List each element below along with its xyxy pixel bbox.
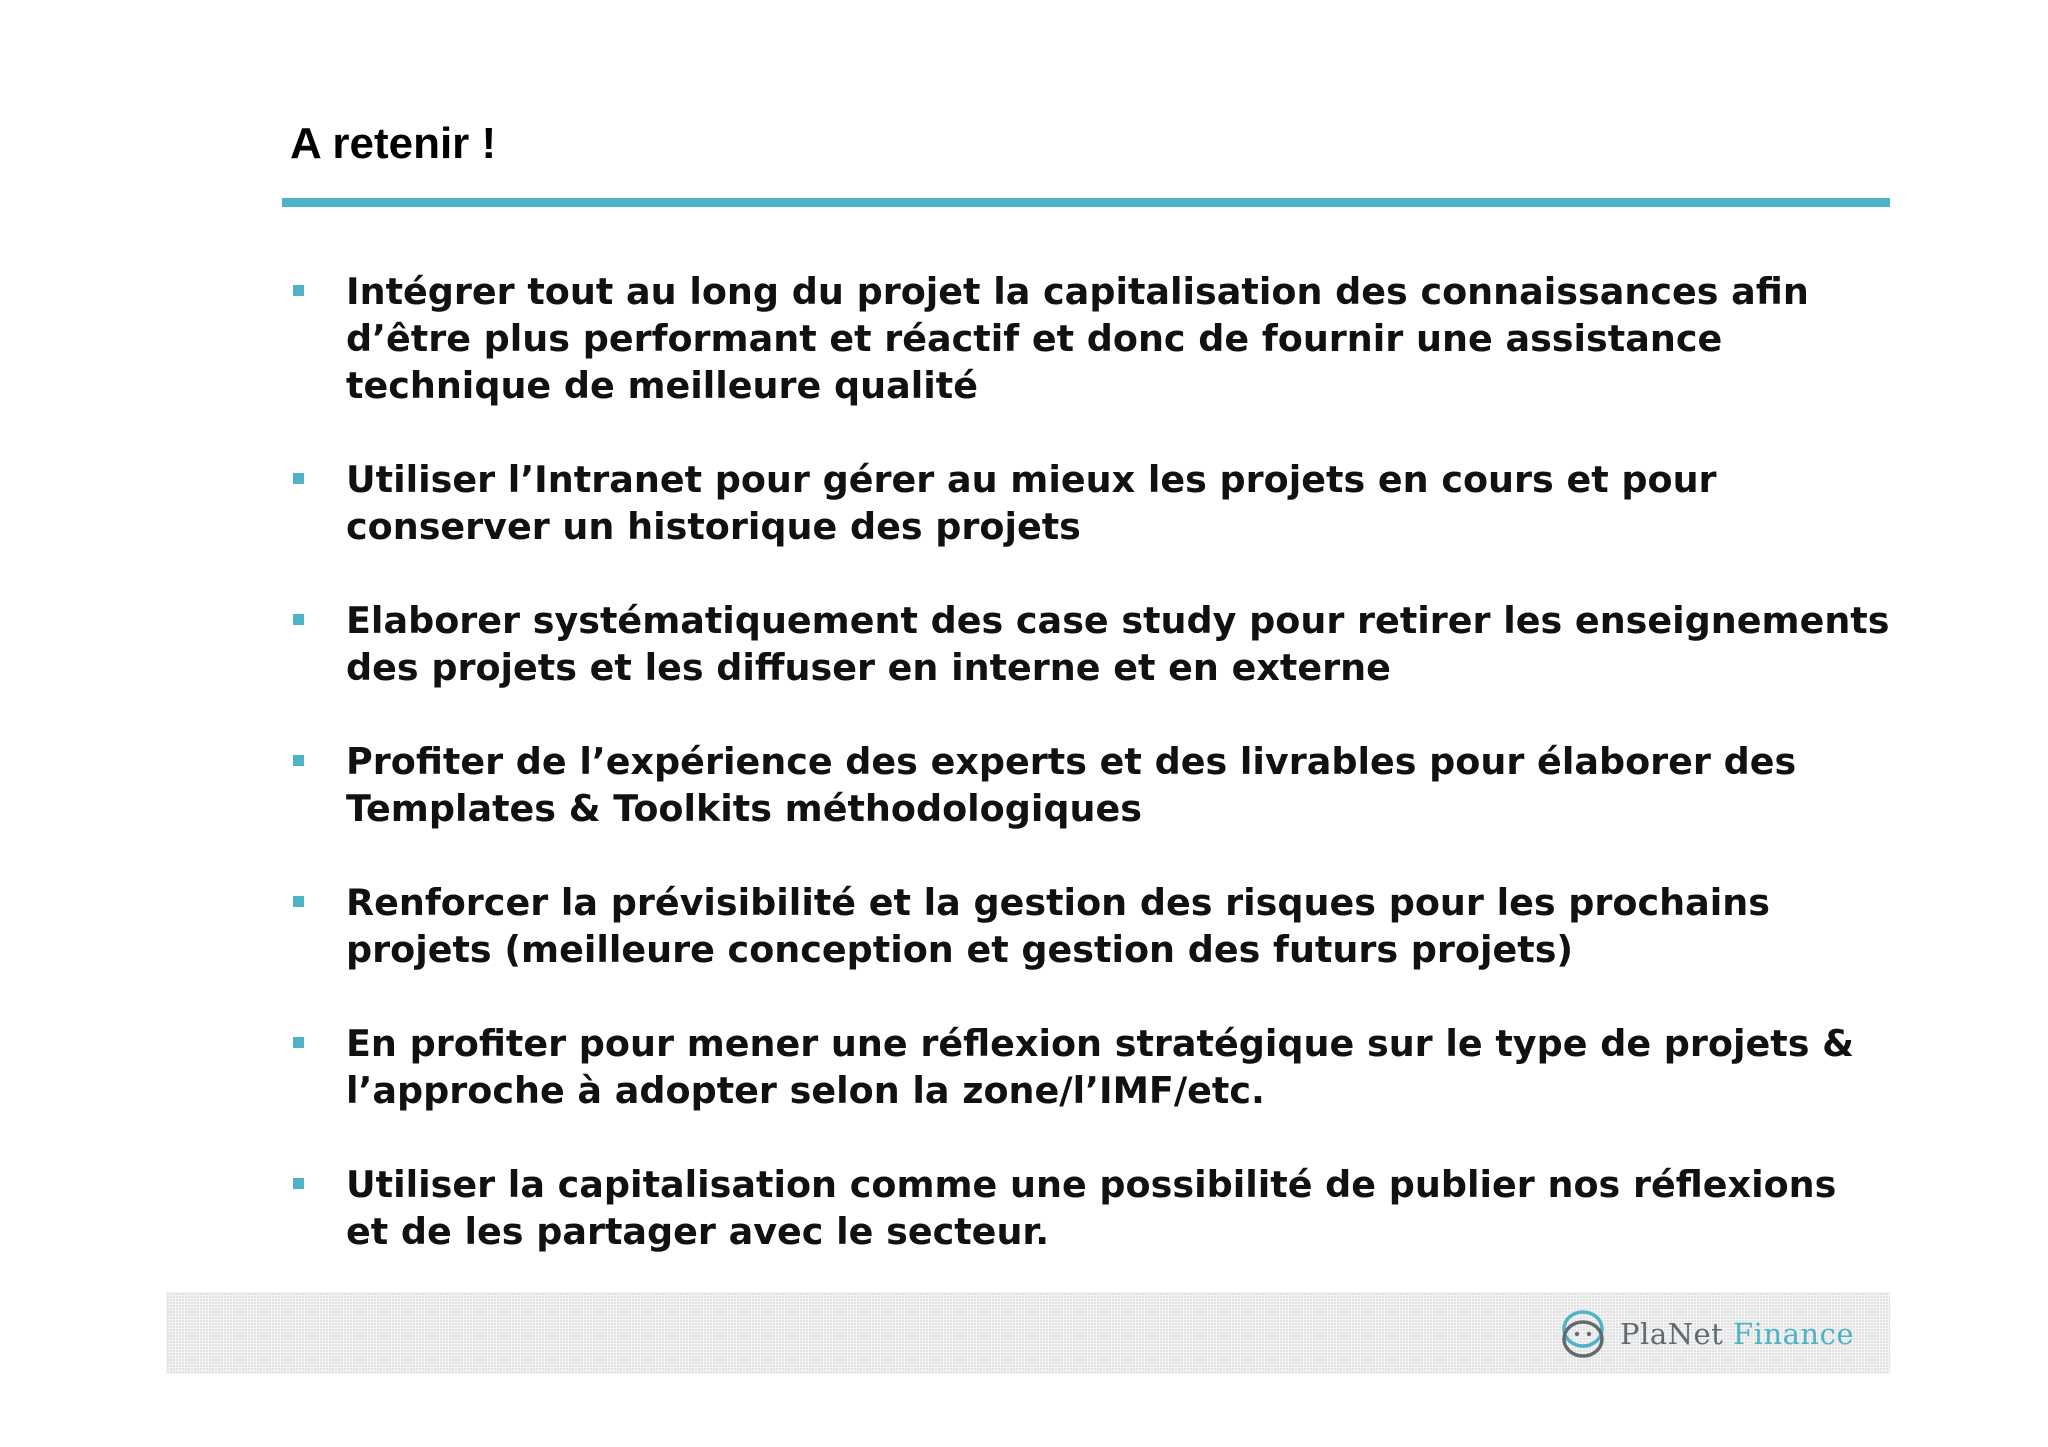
bullet-text: Elaborer systématiquement des case study pour retirer les enseignements des projets et les diffuser en interne et en externe [346, 599, 1890, 689]
bullet-item [290, 879, 1890, 973]
title-underline [282, 198, 1890, 207]
planet-finance-logo-icon [1558, 1307, 1608, 1361]
footer-band [166, 1292, 1890, 1374]
bullet-item [290, 1020, 1890, 1114]
bullet-item [290, 456, 1890, 550]
square-bullet-icon [293, 1037, 304, 1048]
bullet-item [290, 597, 1890, 691]
bullet-text: Renforcer la prévisibilité et la gestion des risques pour les prochains projets (meilleure conception et gestion des futurs projets) [346, 881, 1770, 971]
bullet-item [290, 268, 1890, 409]
planet-finance-logo [1558, 1306, 1854, 1362]
bullet-item [290, 738, 1890, 832]
square-bullet-icon [293, 896, 304, 907]
slide-title: A retenir ! [290, 119, 497, 168]
bullet-text: Utiliser l’Intranet pour gérer au mieux les projets en cours et pour conserver un historique des projets [346, 458, 1717, 548]
logo-wordmark: PlaNet Finance [1620, 1317, 1854, 1351]
square-bullet-icon [293, 473, 304, 484]
bullet-text: Profiter de l’expérience des experts et des livrables pour élaborer des Templates & Toolkits méthodologiques [346, 740, 1797, 830]
bullet-text: En profiter pour mener une réflexion stratégique sur le type de projets & l’approche à adopter selon la zone/l’IMF/etc. [346, 1022, 1854, 1112]
bullet-text: Intégrer tout au long du projet la capitalisation des connaissances afin d’être plus performant et réactif et donc de fournir une assistance technique de meilleure qualité [346, 270, 1809, 407]
square-bullet-icon [293, 755, 304, 766]
bullet-text: Utiliser la capitalisation comme une possibilité de publier nos réflexions et de les partager avec le secteur. [346, 1163, 1837, 1253]
square-bullet-icon [293, 285, 304, 296]
bullet-item [290, 1161, 1890, 1255]
square-bullet-icon [293, 1178, 304, 1189]
bullet-list [290, 268, 1890, 1302]
square-bullet-icon [293, 614, 304, 625]
